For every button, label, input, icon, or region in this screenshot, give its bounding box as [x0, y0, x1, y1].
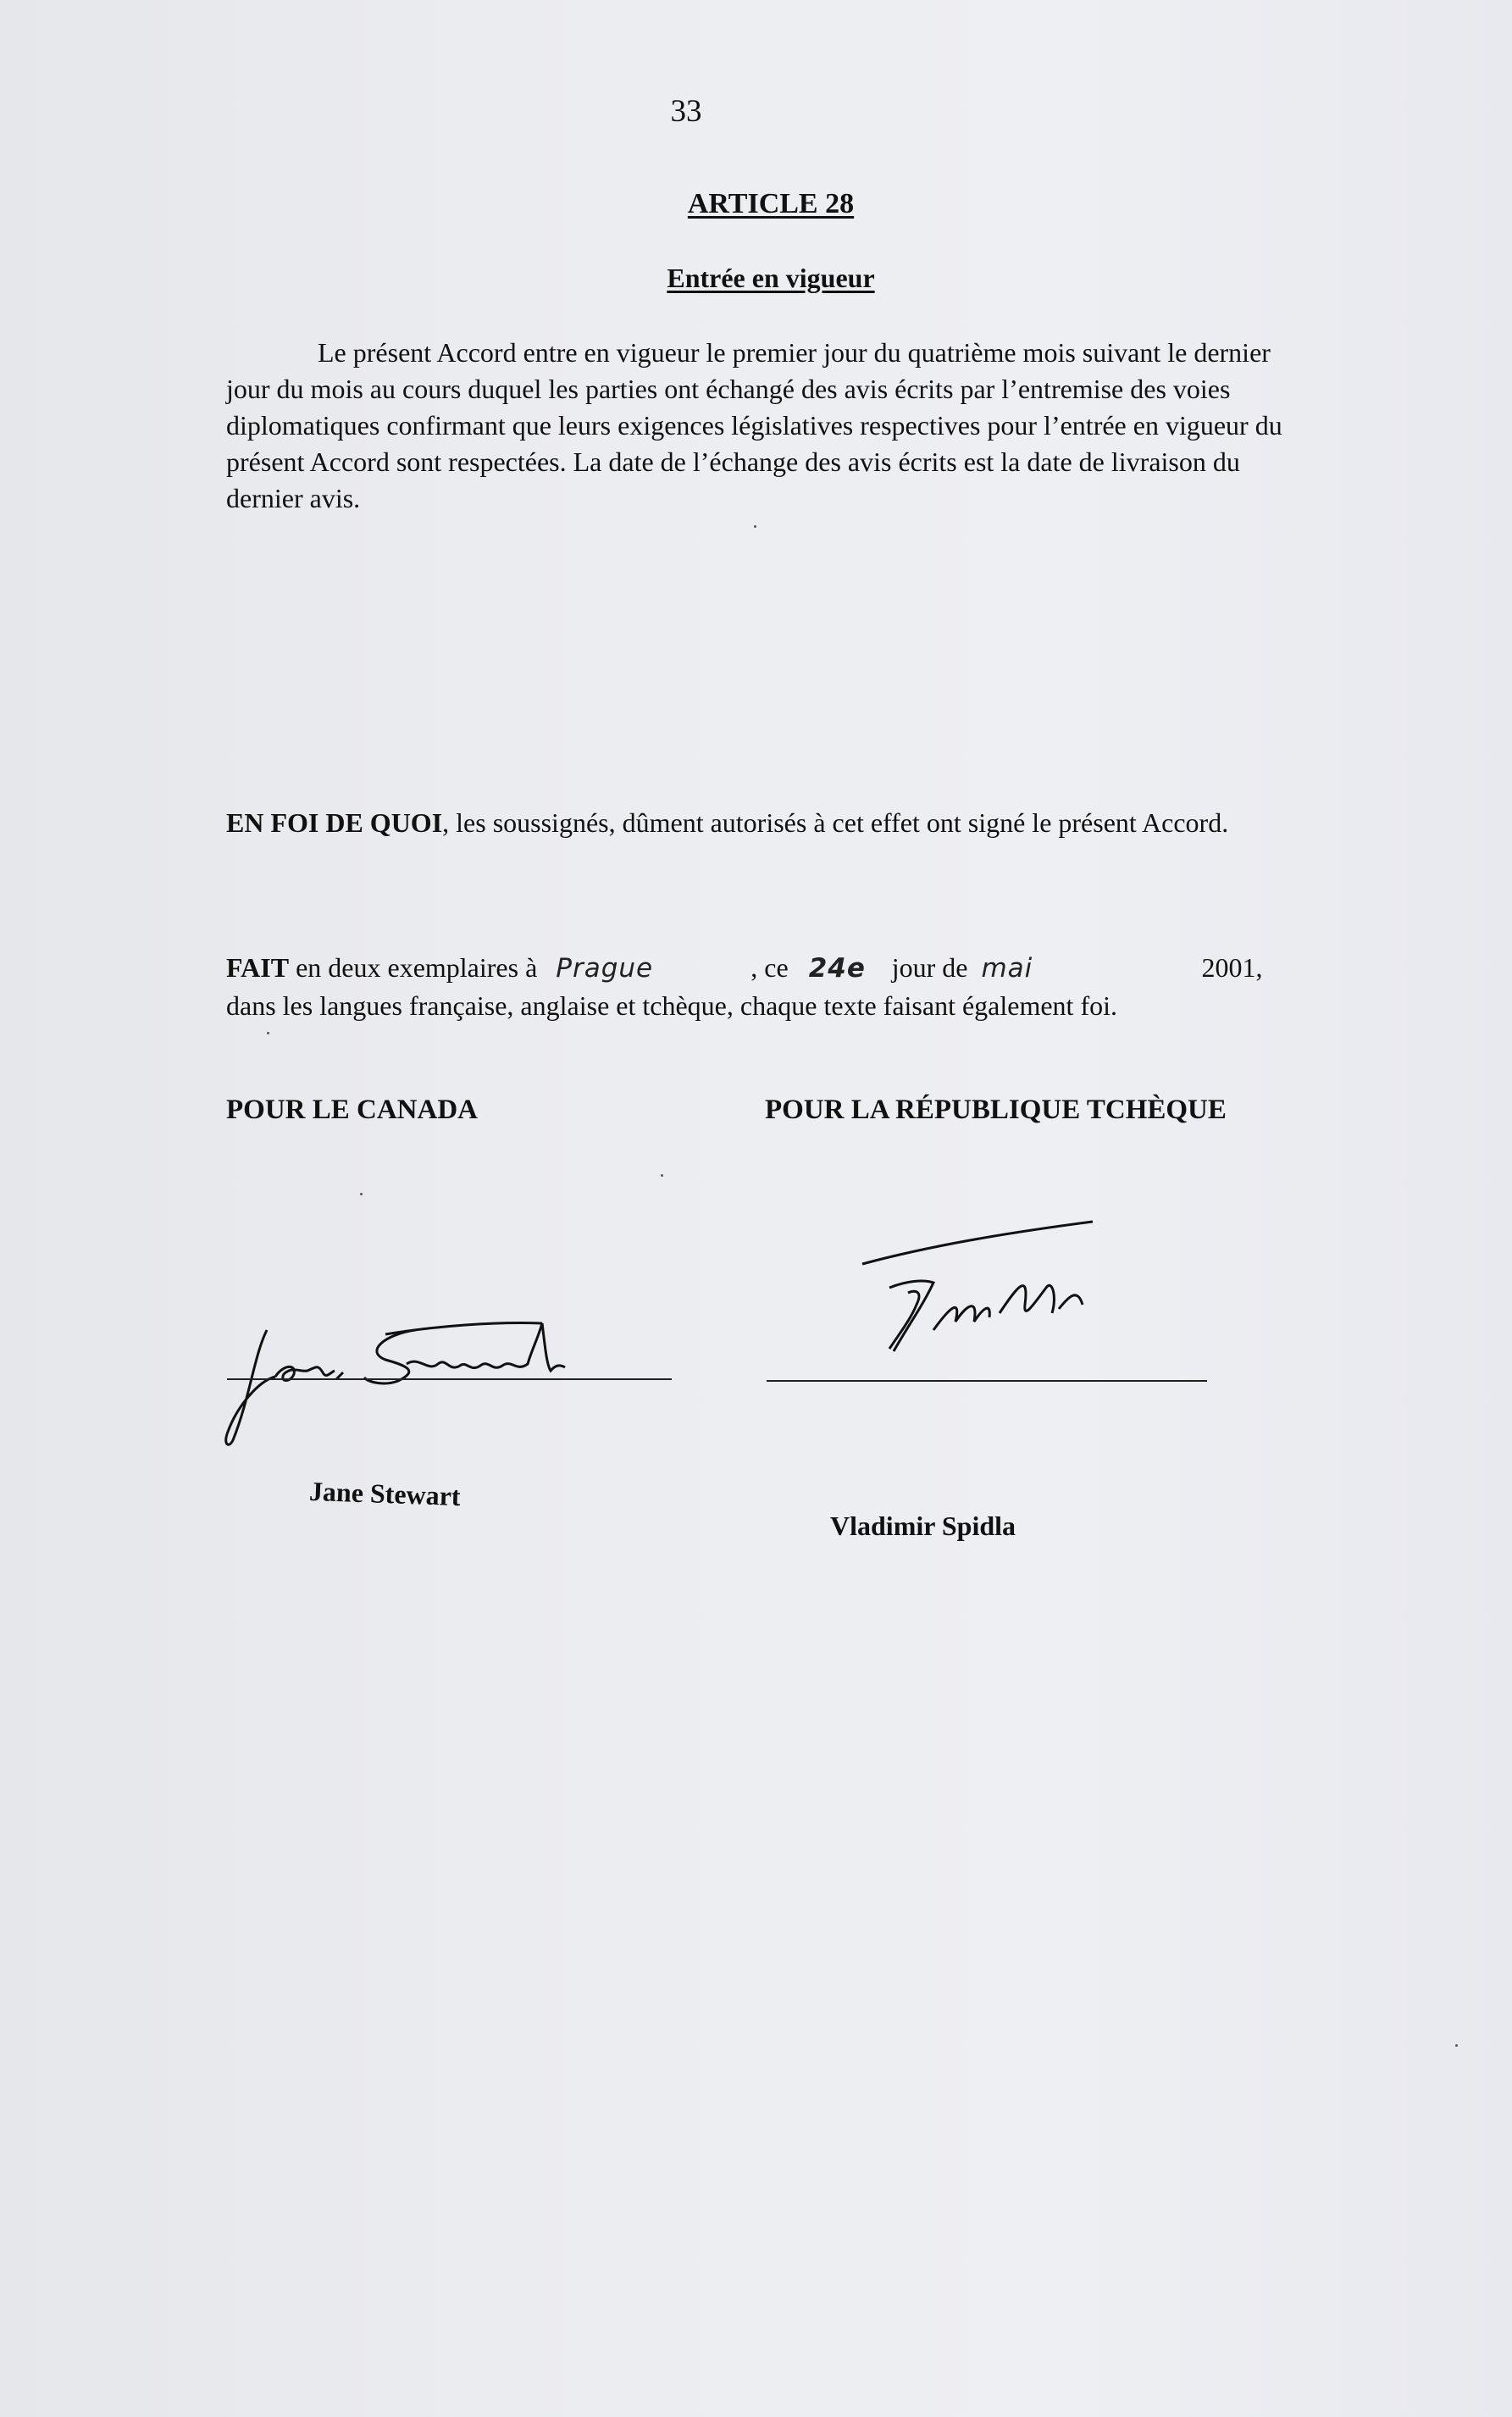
handwritten-month: mai: [981, 953, 1033, 984]
party-canada: POUR LE CANADA: [226, 1095, 478, 1125]
witness-lead: EN FOI DE QUOI: [226, 807, 443, 838]
scan-speck: [754, 525, 756, 528]
signature-vladimir-spidla: [856, 1211, 1110, 1372]
article-body: Le présent Accord entre en vigueur le premier jour du quatrième mois suivant le dernier jour du mois au cours duquel les parties ont échangé des avis écrits par l’entremise des voies diplomatiques confirmant que leurs exigences législatives respectives pour l’entrée en vigueur du présent Accord sont respectées. La date de l’échange des avis écrits est la date de livraison du dernier avis.: [226, 337, 1282, 513]
done-text-4: dans les langues française, anglaise et tchèque, chaque texte faisant également foi.: [226, 990, 1117, 1021]
signatory-name-canada: Jane Stewart: [308, 1475, 462, 1512]
done-text-1: en deux exemplaires à: [289, 952, 545, 983]
done-lead: FAIT: [226, 952, 290, 983]
witness-text: , les soussignés, dûment autorisés à cet effet ont signé le présent Accord.: [442, 807, 1229, 838]
handwritten-place: Prague: [556, 953, 654, 984]
done-clause: [226, 949, 1319, 1024]
signature-line-right: [767, 1380, 1207, 1382]
done-text-2: , ce: [750, 952, 795, 983]
article-subtitle: Entrée en vigueur: [667, 263, 875, 293]
done-year: 2001,: [1201, 952, 1263, 983]
signature-line-left: [227, 1378, 672, 1380]
scan-speck: [661, 1174, 663, 1177]
page-number: 33: [670, 94, 702, 129]
scan-speck: [360, 1193, 363, 1195]
party-czech-republic: POUR LA RÉPUBLIQUE TCHÈQUE: [765, 1095, 1227, 1125]
handwritten-day: 24e: [808, 953, 866, 984]
scan-speck: [1455, 2044, 1458, 2047]
witness-clause: [226, 805, 1306, 840]
signature-jane-stewart: [216, 1305, 623, 1457]
signatory-name-czech: Vladimir Spidla: [830, 1511, 1016, 1541]
scan-speck: [267, 1032, 269, 1034]
article-title: ARTICLE 28: [687, 188, 855, 219]
done-text-3: jour de: [884, 952, 975, 983]
